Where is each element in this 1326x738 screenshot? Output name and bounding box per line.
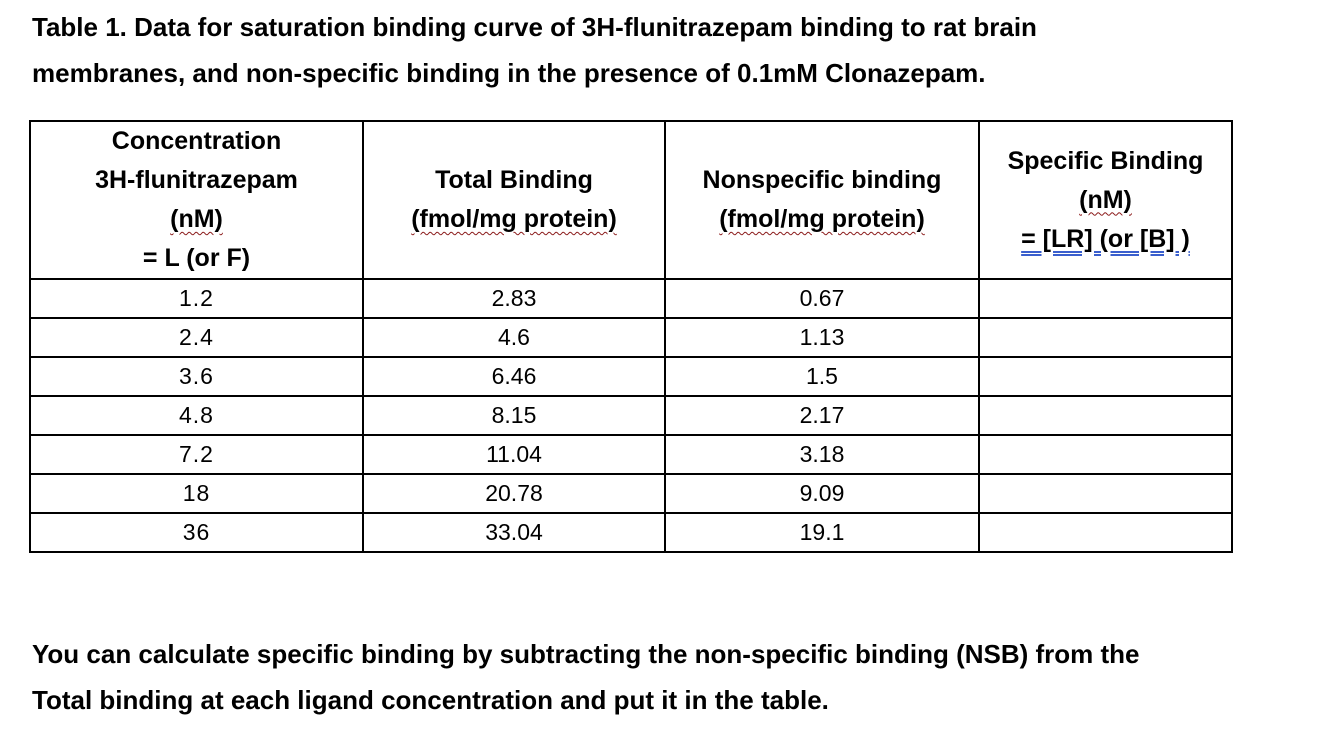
cell-total-binding: 8.15: [363, 396, 665, 435]
cell-specific-binding[interactable]: [979, 513, 1232, 552]
note-line-2: Total binding at each ligand concentration and put it in the table.: [32, 685, 829, 715]
cell-nonspecific-binding: 1.13: [665, 318, 979, 357]
cell-nonspecific-binding: 2.17: [665, 396, 979, 435]
cell-concentration: 3.6: [30, 357, 363, 396]
cell-concentration: 18: [30, 474, 363, 513]
table-row: [30, 357, 1232, 396]
cell-total-binding: 6.46: [363, 357, 665, 396]
header-total-binding: Total Binding (fmol/mg protein): [363, 121, 665, 279]
cell-specific-binding[interactable]: [979, 318, 1232, 357]
caption-line-2: membranes, and non-specific binding in the presence of 0.1mM Clonazepam.: [32, 58, 986, 88]
header-specific-binding: Specific Binding (nM) = [LR] (or [B] ): [979, 121, 1232, 279]
instruction-note: [32, 631, 1292, 723]
table-row: [30, 435, 1232, 474]
table-caption: [32, 4, 1292, 96]
header-concentration: Concentration 3H-flunitrazepam (nM) = L (or F): [30, 121, 363, 279]
binding-data-table: [29, 120, 1233, 553]
cell-concentration: 36: [30, 513, 363, 552]
caption-line-1: Table 1. Data for saturation binding curve of 3H-flunitrazepam binding to rat brain: [32, 12, 1037, 42]
cell-total-binding: 20.78: [363, 474, 665, 513]
table-header-row: [30, 121, 1232, 279]
cell-concentration: 7.2: [30, 435, 363, 474]
table-row: [30, 474, 1232, 513]
table-row: [30, 318, 1232, 357]
cell-concentration: 1.2: [30, 279, 363, 318]
cell-nonspecific-binding: 1.5: [665, 357, 979, 396]
table-row: [30, 279, 1232, 318]
cell-total-binding: 11.04: [363, 435, 665, 474]
table-row: [30, 396, 1232, 435]
cell-nonspecific-binding: 19.1: [665, 513, 979, 552]
cell-nonspecific-binding: 9.09: [665, 474, 979, 513]
table-row: [30, 513, 1232, 552]
cell-concentration: 2.4: [30, 318, 363, 357]
cell-specific-binding[interactable]: [979, 279, 1232, 318]
cell-nonspecific-binding: 0.67: [665, 279, 979, 318]
cell-concentration: 4.8: [30, 396, 363, 435]
cell-nonspecific-binding: 3.18: [665, 435, 979, 474]
cell-specific-binding[interactable]: [979, 474, 1232, 513]
cell-total-binding: 4.6: [363, 318, 665, 357]
cell-specific-binding[interactable]: [979, 396, 1232, 435]
header-nonspecific-binding: Nonspecific binding (fmol/mg protein): [665, 121, 979, 279]
cell-total-binding: 33.04: [363, 513, 665, 552]
cell-total-binding: 2.83: [363, 279, 665, 318]
cell-specific-binding[interactable]: [979, 357, 1232, 396]
cell-specific-binding[interactable]: [979, 435, 1232, 474]
note-line-1: You can calculate specific binding by subtracting the non-specific binding (NSB) from the: [32, 639, 1140, 669]
